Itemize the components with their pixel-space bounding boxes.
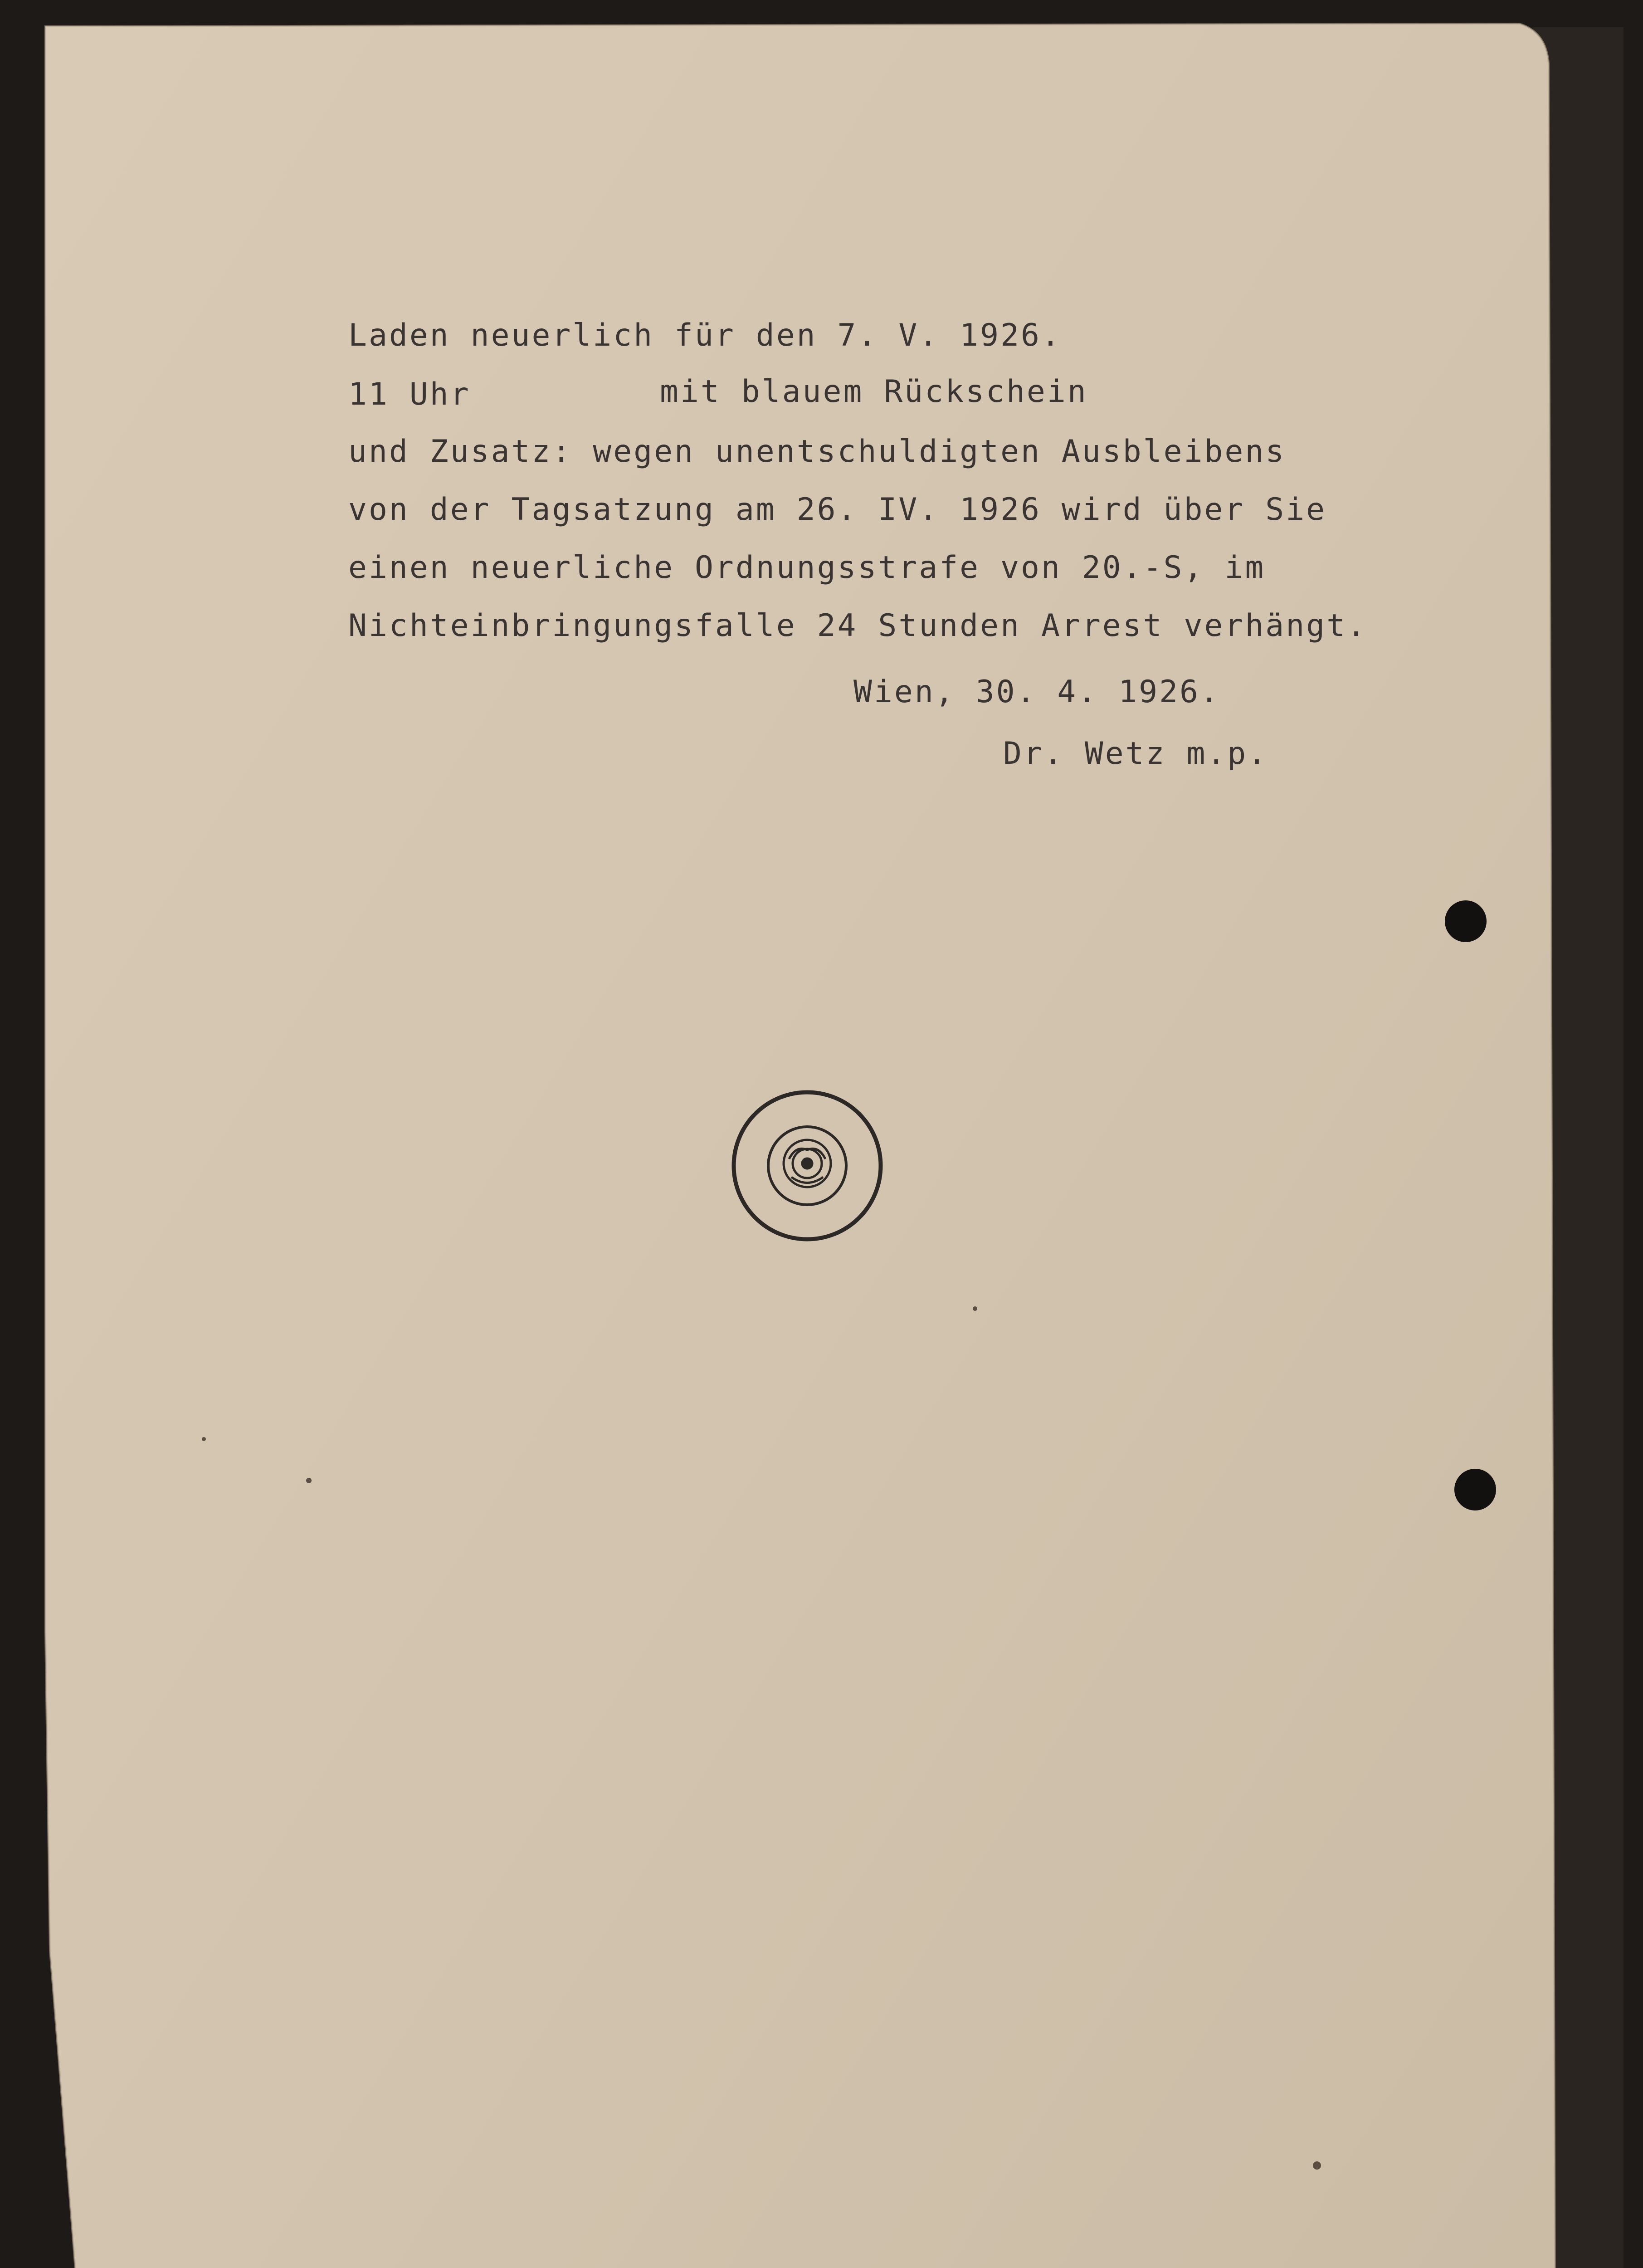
eagle-emblem-icon [784, 1140, 831, 1187]
line-3: und Zusatz: wegen unentschuldigten Ausbleibens [348, 434, 1286, 469]
line-6: Nichteinbringungsfalle 24 Stunden Arrest verhängt. [348, 608, 1367, 644]
library-stamp [728, 1086, 887, 1245]
line-4: von der Tagsatzung am 26. IV. 1926 wird über Sie [348, 492, 1327, 528]
line-2-time: 11 Uhr [348, 376, 471, 412]
place-date: Wien, 30. 4. 1926. [853, 674, 1220, 710]
line-5: einen neuerliche Ordnungsstrafe von 20.-S, im [348, 550, 1266, 586]
signature: Dr. Wetz m.p. [1003, 736, 1268, 772]
line-2-delivery: mit blauem Rückschein [660, 374, 1088, 410]
line-1: Laden neuerlich für den 7. V. 1926. [348, 318, 1062, 353]
